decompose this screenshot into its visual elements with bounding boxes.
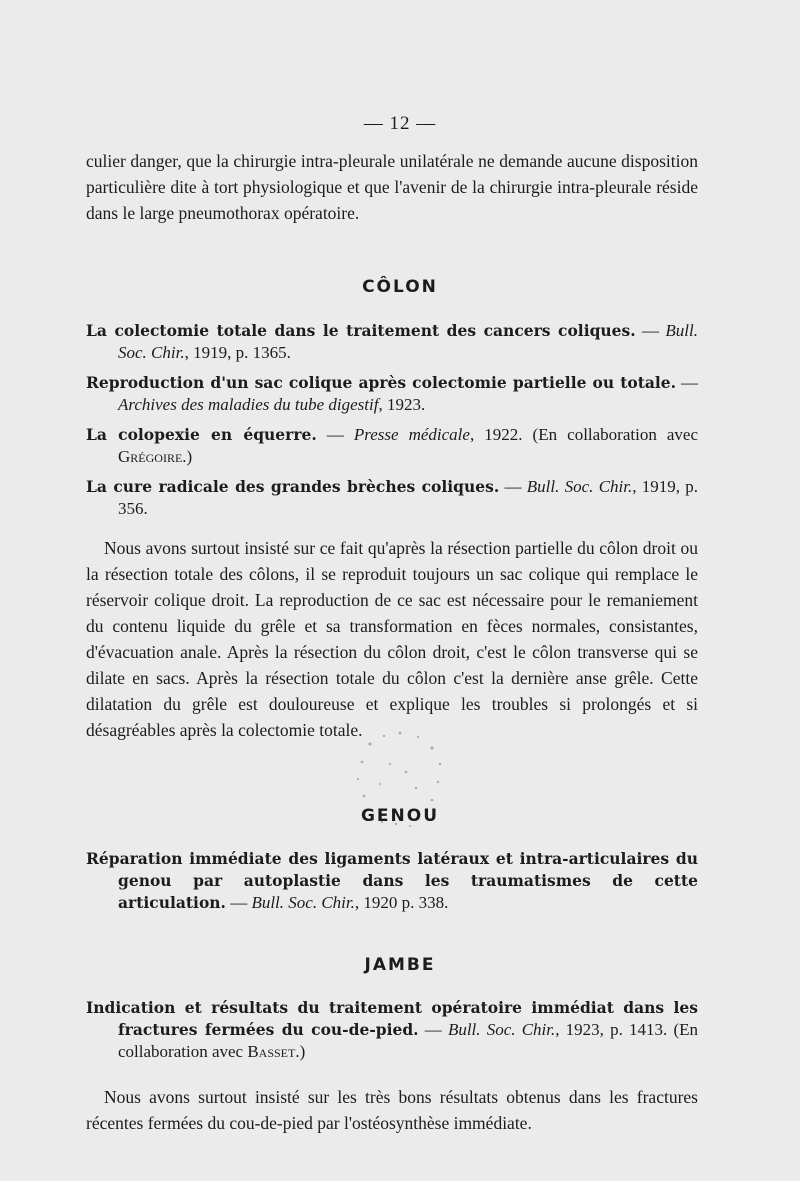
genou-entries <box>86 848 698 922</box>
colon-entries <box>86 320 698 528</box>
entry-separator: — <box>499 477 527 496</box>
entry-title: La colectomie totale dans le traitement des cancers coliques. <box>86 321 636 340</box>
entry-title: La colopexie en équerre. <box>86 425 317 444</box>
entry-title: La cure radicale des grandes brèches coliques. <box>86 477 500 496</box>
bibliography-entry <box>86 848 698 914</box>
entry-title: Reproduction d'un sac colique après colectomie partielle ou totale. <box>86 373 677 392</box>
jambe-paragraph: Nous avons surtout insisté sur les très bons résultats obtenus dans les fractures récentes fermées du cou-de-pied par l'ostéosynthèse immédiate. <box>86 1087 698 1133</box>
intro-paragraph: culier danger, que la chirurgie intra-pleurale unilatérale ne demande aucune disposition particulière dite à tort physiologique et que l'avenir de la chirurgie intra-pleurale réside dans le large pneumothorax opératoire. <box>86 151 698 223</box>
entry-journal: Archives des maladies du tube digestif <box>118 395 379 414</box>
entry-journal: Bull. Soc. Chir. <box>251 893 355 912</box>
bibliography-entry <box>86 424 698 468</box>
entry-details-end: .) <box>295 1042 306 1061</box>
intro-paragraph-block <box>86 148 698 226</box>
jambe-entries <box>86 997 698 1071</box>
entry-details: , 1923, p. 1413. (En collaboration avec <box>118 1020 699 1061</box>
bibliography-entry <box>86 997 698 1063</box>
entry-collaborator: Grégoire <box>118 447 183 466</box>
colon-paragraph: Nous avons surtout insisté sur ce fait qu'après la résection partielle du côlon droit ou la résection totale des côlons, il se reproduit toujours un sac colique qui remplace le réservoir colique droit. La reproduction de ce sac est nécessaire pour le remaniement du contenu liquide du grêle et sa transformation en fèces normales, consistantes, d'évacuation anale. Après la résection du côlon droit, c'est le côlon transverse qui se dilate en sacs. Après la résection totale du côlon c'est la dernière anse grêle. Cette dilatation du grêle est douloureuse et explique les troubles si prolongés et si désagréables après la colectomie totale. <box>86 538 698 740</box>
entry-journal: Bull. Soc. Chir. <box>526 477 633 496</box>
section-heading-jambe: JAMBE <box>364 955 436 975</box>
entry-title: Réparation immédiate des ligaments latéraux et intra-articulaires du genou par autoplastie dans les traumatismes de cette articulation. <box>86 849 698 912</box>
entry-details: , 1920 p. 338. <box>354 893 449 912</box>
entry-details: , 1922. (En collaboration avec <box>469 425 699 444</box>
jambe-paragraph-block <box>86 1084 698 1136</box>
colon-paragraph-block <box>86 535 698 743</box>
page-number: — 12 — <box>363 113 437 134</box>
entry-separator: — <box>418 1020 448 1039</box>
bibliography-entry <box>86 372 698 416</box>
entry-separator: — <box>225 893 252 912</box>
entry-details: , 1923. <box>378 395 426 414</box>
entry-details: , 1919, p. 1365. <box>184 343 291 362</box>
entry-title: Indication et résultats du traitement opératoire immédiat dans les fractures fermées du cou-de-pied. <box>86 998 698 1039</box>
entry-journal: Bull. Soc. Chir. <box>447 1020 556 1039</box>
entry-details-end: .) <box>182 447 193 466</box>
entry-separator: — <box>676 373 698 392</box>
entry-collaborator: Basset <box>247 1042 296 1061</box>
section-heading-genou: GENOU <box>360 806 440 826</box>
entry-journal: Bull. Soc. Chir. <box>118 321 698 362</box>
section-heading-colon: CÔLON <box>362 277 438 297</box>
entry-separator: — <box>316 425 354 444</box>
bibliography-entry <box>86 476 698 520</box>
entry-journal: Presse médicale <box>353 425 470 444</box>
bibliography-entry <box>86 320 698 364</box>
entry-separator: — <box>635 321 666 340</box>
entry-details: , 1919, p. 356. <box>118 477 699 518</box>
